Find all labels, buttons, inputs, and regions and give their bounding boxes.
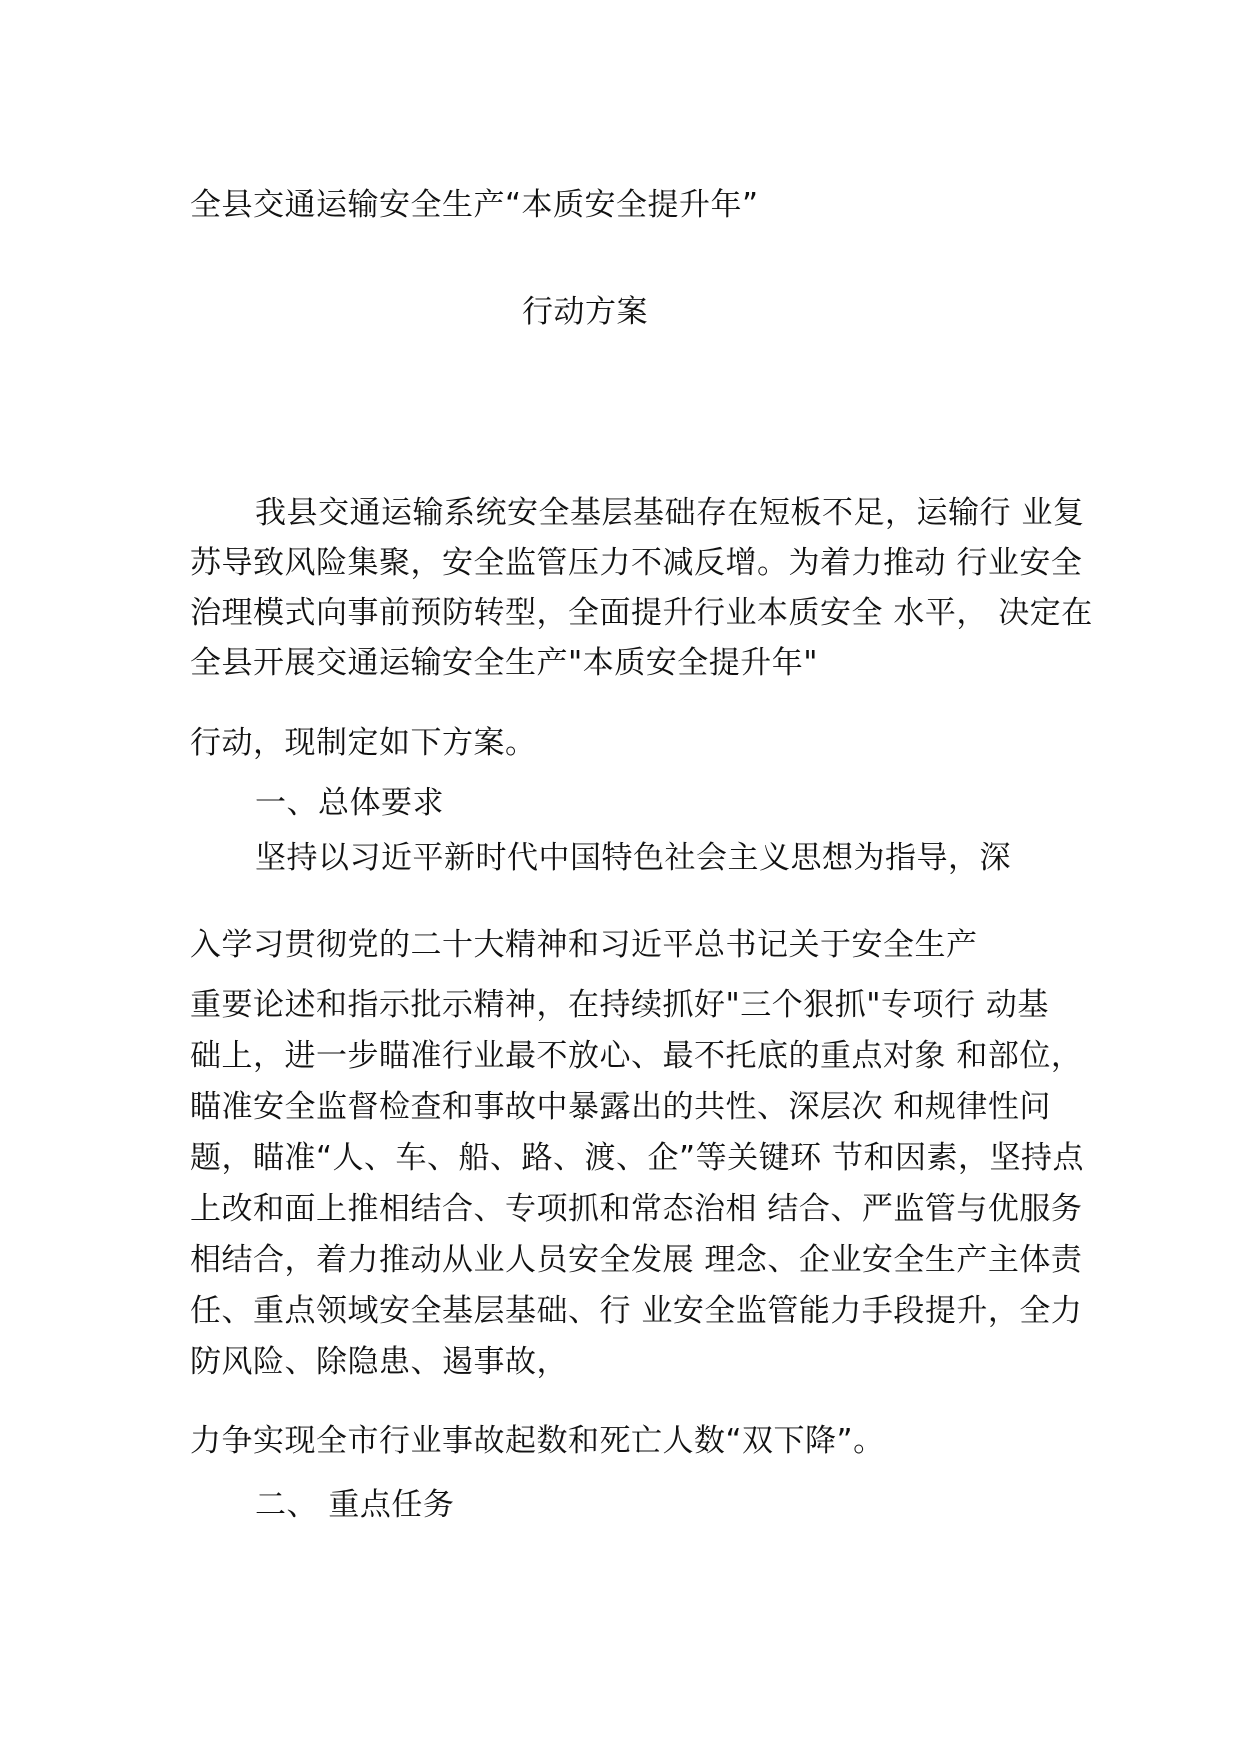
intro-line: 治理模式向事前预防转型，全面提升行业本质安全 水平， 决定在: [190, 595, 1093, 631]
section-body-line: 础上，进一步瞄准行业最不放心、最不托底的重点对象 和部位，: [190, 1038, 1083, 1074]
document-title: 全县交通运输安全生产“本质安全提升年”: [190, 187, 759, 223]
section-body-line: 坚持以习近平新时代中国特色社会主义思想为指导，深: [255, 840, 1011, 876]
section-body-line: 上改和面上推相结合、专项抓和常态治相 结合、严监管与优服务: [190, 1191, 1083, 1227]
section-body-line: 任、重点领域安全基层基础、行 业安全监管能力手段提升，全力: [190, 1293, 1083, 1329]
section-body-line: 相结合，着力推动从业人员安全发展 理念、企业安全生产主体责: [190, 1242, 1083, 1278]
section-body-line: 重要论述和指示批示精神，在持续抓好"三个狠抓"专项行 动基: [190, 987, 1049, 1023]
section-heading: 一、总体要求: [255, 785, 444, 821]
section-body-line: 防风险、除隐患、遏事故，: [190, 1344, 568, 1380]
section-body-line: 瞄准安全监督检查和事故中暴露出的共性、深层次 和规律性问: [190, 1089, 1051, 1125]
document-subtitle: 行动方案: [522, 294, 648, 330]
intro-line: 行动，现制定如下方案。: [190, 725, 537, 761]
intro-line: 苏导致风险集聚，安全监管压力不减反增。为着力推动 行业安全: [190, 545, 1083, 581]
section-body-line: 入学习贯彻党的二十大精神和习近平总书记关于安全生产: [190, 927, 978, 963]
section-body-line: 题，瞄准“人、车、船、路、渡、企”等关键环 节和因素，坚持点: [190, 1140, 1084, 1176]
section-body-line: 力争实现全市行业事故起数和死亡人数“双下降”。: [190, 1423, 885, 1459]
intro-line: 全县开展交通运输安全生产"本质安全提升年": [190, 645, 819, 681]
section-heading: 二、 重点任务: [255, 1487, 455, 1523]
intro-line: 我县交通运输系统安全基层基础存在短板不足，运输行 业复: [255, 495, 1085, 531]
